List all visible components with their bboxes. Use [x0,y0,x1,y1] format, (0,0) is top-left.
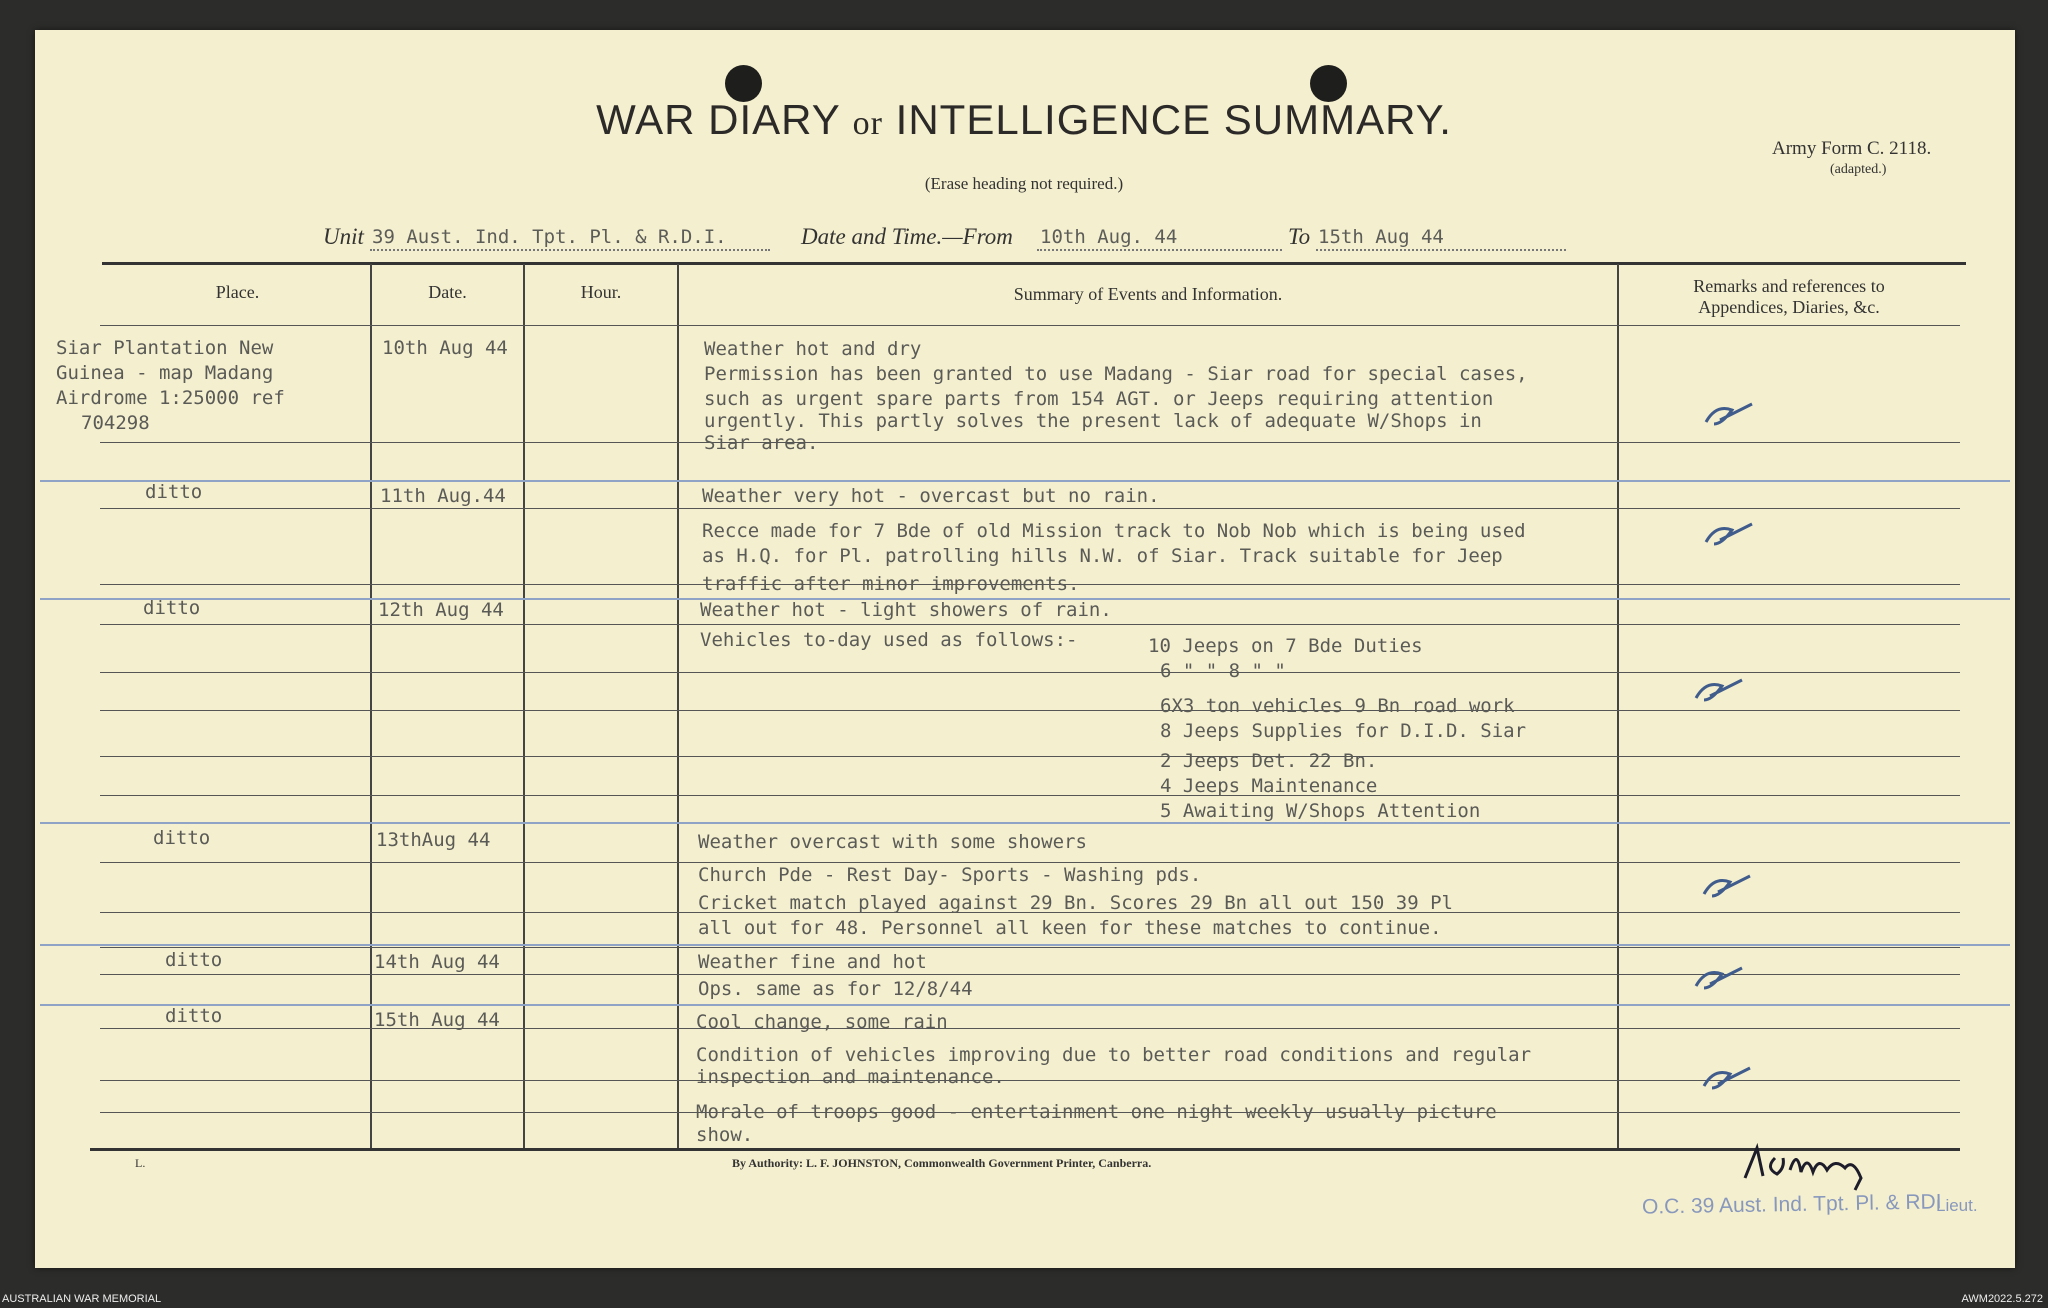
summary-entry-4: Weather overcast with some showers Church Pde - Rest Day- Sports - Washing pds. Cricket match played against 29 Bn. Scores 29 Bn all out 150 39 Pl all out for 48. Personnel all keen for these matches to continue. [698,831,1453,939]
page-title: WAR DIARY or INTELLIGENCE SUMMARY. [596,96,1452,143]
summary-entry-2: Weather very hot - overcast but no rain. Recce made for 7 Bde of old Mission track to Nob Nob which is being used as H.Q. for Pl. patrolling hills N.W. of Siar. Track suitable for Jeep traffic after minor improvements. [702,485,1526,595]
column-divider [1617,264,1619,1148]
summary-entry-6: Cool change, some rain Condition of vehicles improving due to better road conditions and regular inspection and maintenance. Morale of troops good - entertainment one night weekly usually picture show. [696,1011,1532,1146]
date-entry-2: 11th Aug.44 [380,485,506,507]
ruled-line [100,325,1960,326]
remarks-initial-mark [1702,520,1762,550]
ruled-line [100,672,1960,673]
place-entry-2: ditto [145,481,203,503]
unit-label: Unit [323,224,364,249]
archive-credit: AUSTRALIAN WAR MEMORIAL [2,1293,162,1305]
column-divider [370,264,372,1148]
header-place: Place. [215,282,260,302]
remarks-initial-mark [1700,1064,1760,1094]
header-hour: Hour. [580,282,622,302]
army-form-adapted: (adapted.) [1830,162,1887,177]
summary-entry-1: Weather hot and dry Permission has been granted to use Madang - Siar road for special cases, such as urgent spare parts from 154 AGT. or Jeeps requiring attention urgently. This partly solves the present lack of adequate W/Shops in Siar area. [704,338,1528,454]
ruled-line [100,710,1960,711]
date-entry-6: 15th Aug 44 [374,1009,500,1031]
officer-rank: Lieut. [1936,1196,1978,1215]
remarks-initial-mark [1700,872,1760,902]
archive-reference: AWM2022.5.272 [1961,1293,2043,1305]
officer-stamp: O.C. 39 Aust. Ind. Tpt. Pl. & RDI [1641,1190,1942,1219]
ruled-line [100,947,1960,948]
entry-separator [40,944,2010,946]
header-date: Date. [428,282,467,302]
from-value: 10th Aug. 44 [1040,226,1178,248]
date-label: Date and Time.—From [801,224,1013,249]
date-entry-5: 14th Aug 44 [374,951,500,973]
unit-value: 39 Aust. Ind. Tpt. Pl. & R.D.I. [372,226,727,248]
date-entry-3: 12th Aug 44 [378,599,504,621]
place-entry-3: ditto [143,597,201,619]
officer-signature [1735,1128,1885,1198]
place-entry-1: Siar Plantation New Guinea - map Madang Airdrome 1:25000 ref 704298 [56,337,285,434]
erase-note: (Erase heading not required.) [924,174,1124,193]
ruled-line [100,795,1960,796]
place-entry-5: ditto [165,949,223,971]
place-entry-4: ditto [153,827,211,849]
column-divider [523,264,525,1148]
to-label: To [1288,224,1311,249]
header-remarks: Remarks and references to Appendices, Diaries, &c. [1693,276,1885,317]
form-code: L. [135,1156,146,1170]
table-bottom-rule [90,1148,1960,1151]
vehicle-list: 10 Jeeps on 7 Bde Duties 6 " " 8 " " 6X3 ton vehicles 9 Bn road work 8 Jeeps Supplies for D.I.D. Siar 2 Jeeps Det. 22 Bn. 4 Jeeps Maintenance 5 Awaiting W/Shops Attention [1148,635,1527,822]
place-entry-6: ditto [165,1005,223,1027]
ruled-line [100,756,1960,757]
date-entry-4: 13thAug 44 [376,829,491,851]
army-form-number: Army Form C. 2118. [1772,138,1932,159]
printer-authority: By Authority: L. F. JOHNSTON, Commonwealth Government Printer, Canberra. [732,1156,1152,1170]
remarks-initial-mark [1692,676,1752,706]
remarks-initial-mark [1692,964,1752,994]
remarks-initial-mark [1702,400,1762,430]
unit-dotted-line [370,249,770,251]
column-divider [677,264,679,1148]
entry-separator [40,480,2010,482]
summary-entry-3: Weather hot - light showers of rain. Vehicles to-day used as follows:- [700,599,1112,651]
entry-separator [40,1004,2010,1006]
to-dotted-line [1316,249,1566,251]
table-top-rule [102,262,1966,265]
summary-entry-5: Weather fine and hot Ops. same as for 12/8/44 [698,951,973,1000]
header-summary: Summary of Events and Information. [1013,284,1283,304]
from-dotted-line [1037,249,1282,251]
entry-separator [40,822,2010,824]
date-entry-1: 10th Aug 44 [382,337,508,359]
to-value: 15th Aug 44 [1318,226,1444,248]
